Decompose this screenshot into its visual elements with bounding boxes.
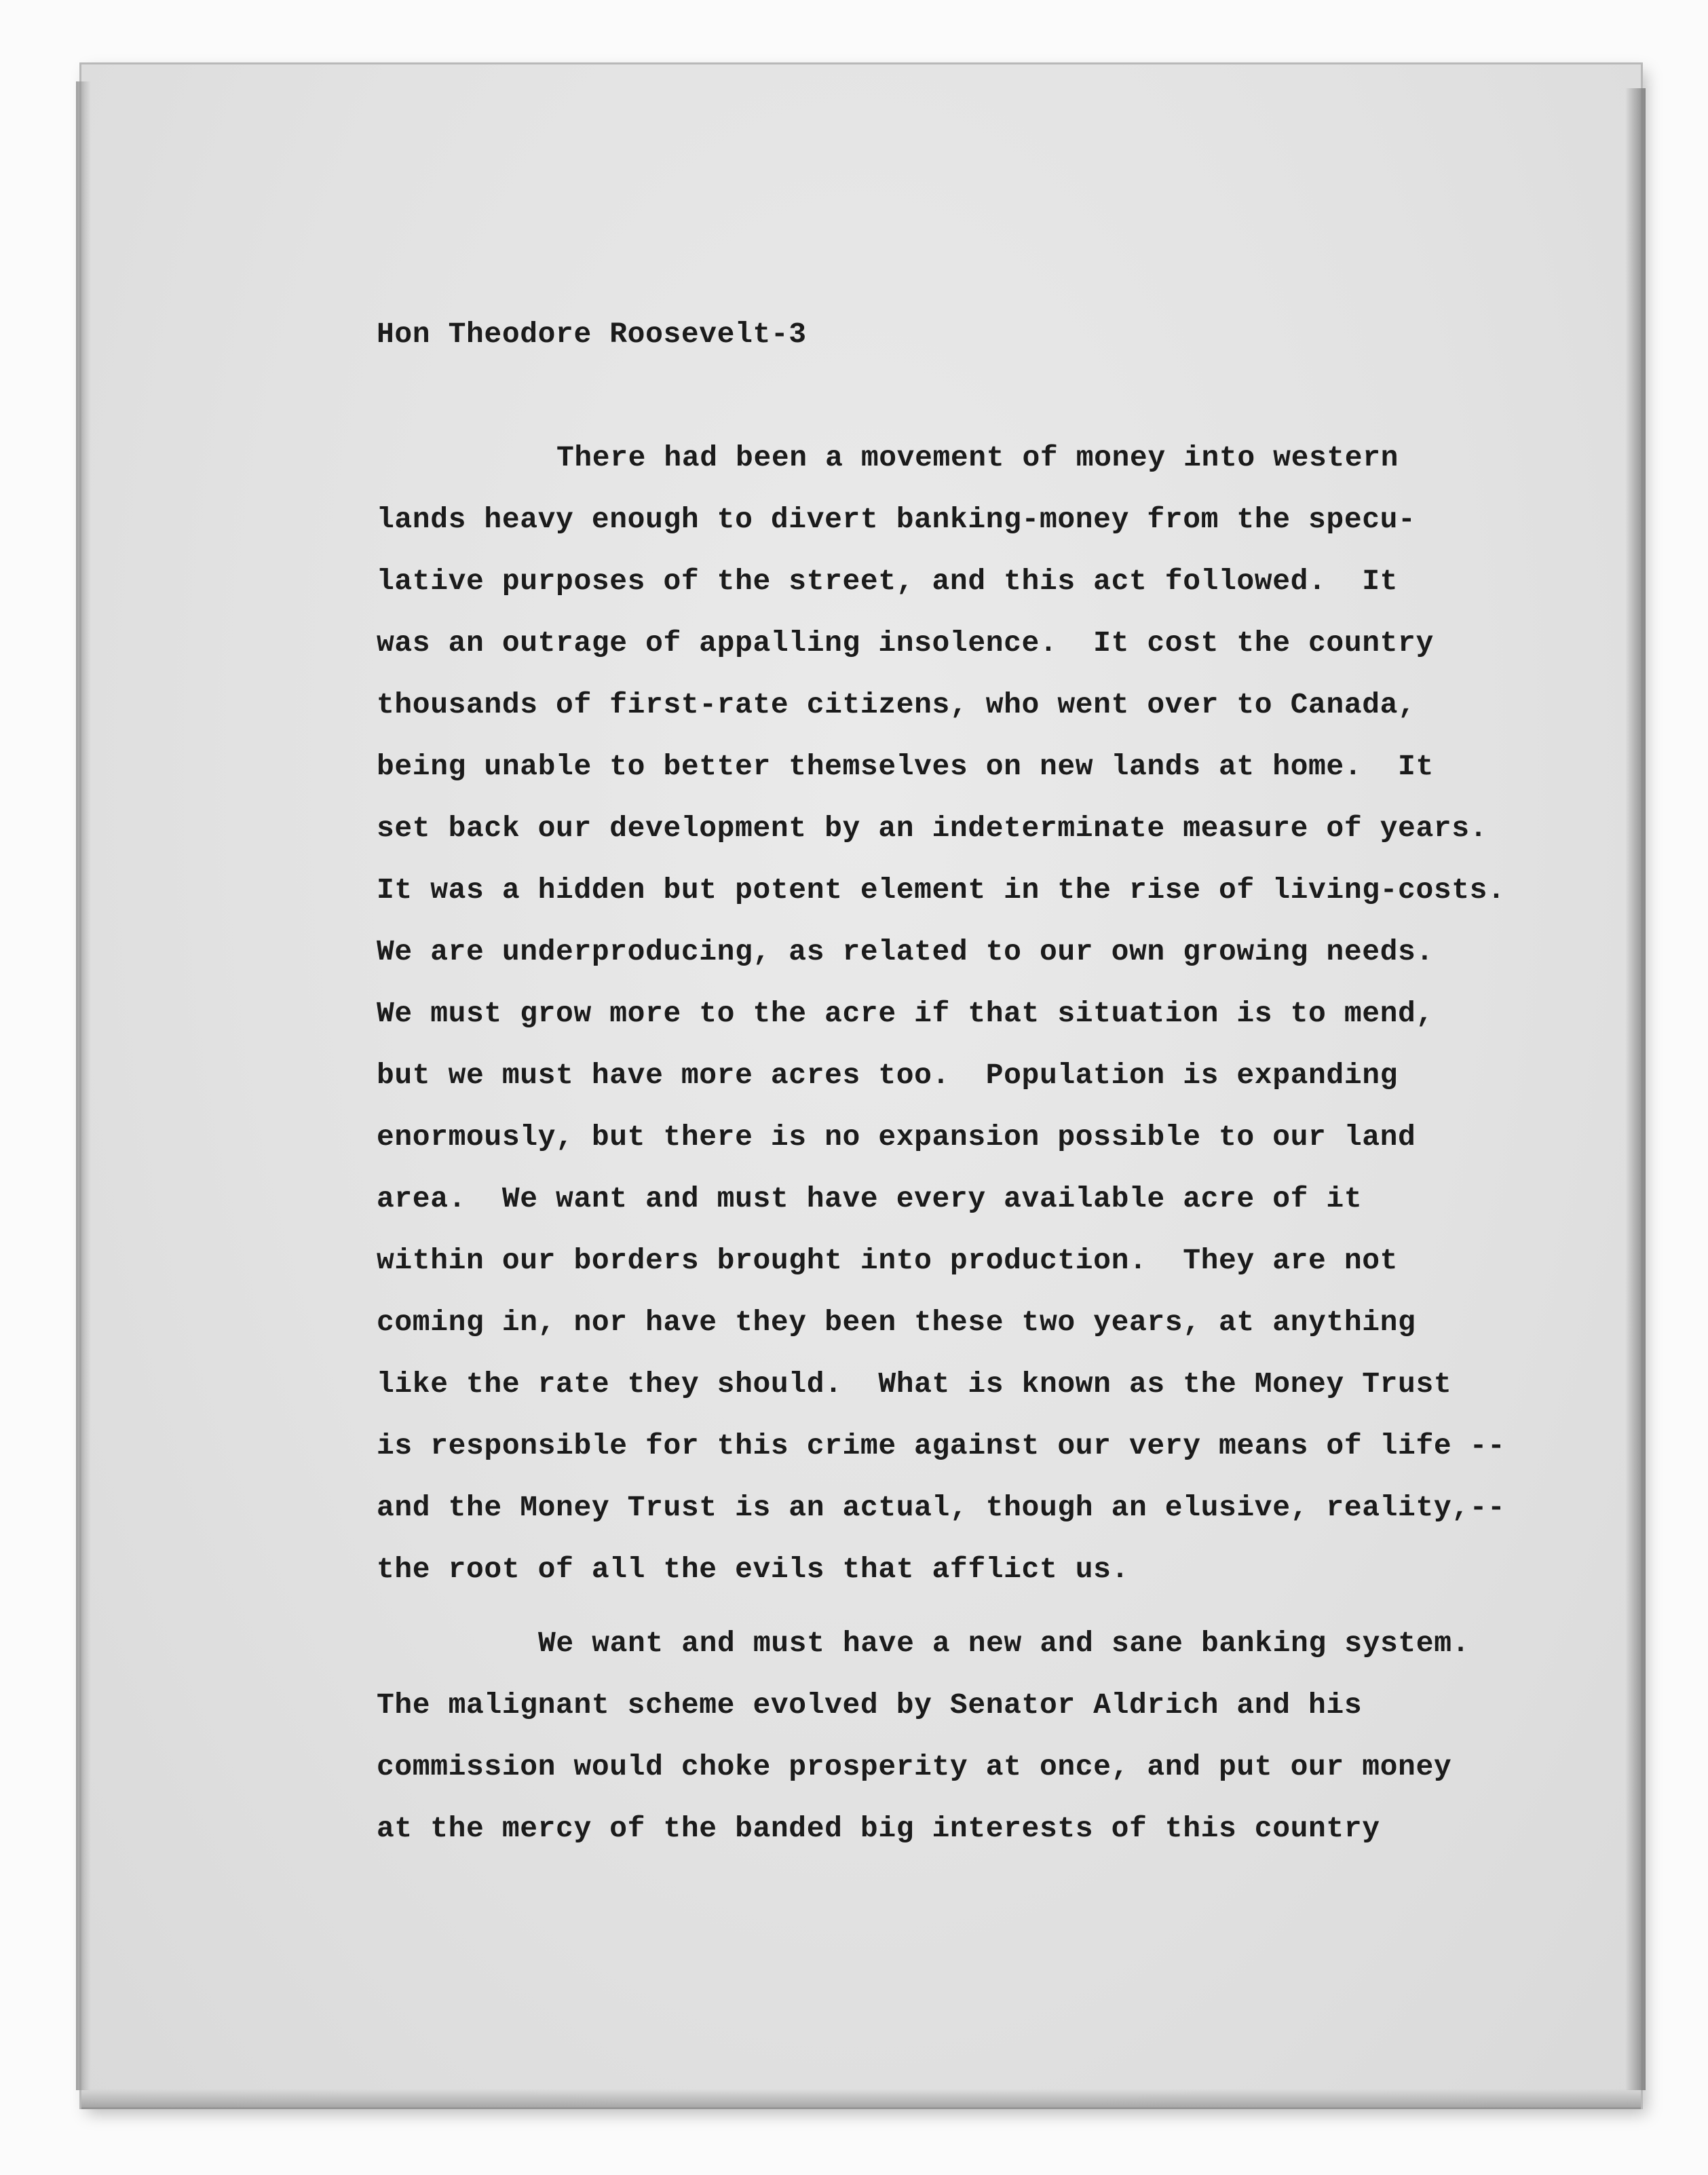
- page-left-edge: [76, 81, 91, 2090]
- paragraph-1-line-10: We must grow more to the acre if that situation is to mend,: [377, 997, 1434, 1030]
- paragraph-1-line-4: was an outrage of appalling insolence. It cost the country: [377, 626, 1434, 660]
- paragraph-1-line-13: area. We want and must have every available acre of it: [377, 1182, 1363, 1215]
- paragraph-1-line-11: but we must have more acres too. Population is expanding: [377, 1059, 1399, 1092]
- paragraph-1-line-7: set back our development by an indeterminate measure of years.: [377, 812, 1488, 845]
- paragraph-1-line-5: thousands of first-rate citizens, who went over to Canada,: [377, 688, 1416, 721]
- page-bottom-edge: [81, 2089, 1641, 2109]
- paragraph-1-line-15: coming in, nor have they been these two years, at anything: [377, 1306, 1416, 1339]
- paragraph-2-line-4: at the mercy of the banded big interests of this country: [377, 1812, 1380, 1845]
- paragraph-1-line-6: being unable to better themselves on new lands at home. It: [377, 750, 1434, 783]
- paragraph-1-line-16: like the rate they should. What is known as the Money Trust: [377, 1367, 1452, 1401]
- paragraph-1-line-9: We are underproducing, as related to our own growing needs.: [377, 935, 1434, 968]
- paragraph-1-line-2: lands heavy enough to divert banking-money from the specu-: [377, 503, 1416, 536]
- paragraph-1-line-3: lative purposes of the street, and this act followed. It: [377, 565, 1399, 598]
- page-right-edge: [1625, 88, 1646, 2090]
- paragraph-1-line-19: the root of all the evils that afflict us.: [377, 1553, 1129, 1586]
- paragraph-2-line-3: commission would choke prosperity at once, and put our money: [377, 1750, 1452, 1783]
- paragraph-1-line-12: enormously, but there is no expansion possible to our land: [377, 1120, 1416, 1154]
- paragraph-1-line-17: is responsible for this crime against our very means of life --: [377, 1429, 1506, 1462]
- paragraph-1-line-18: and the Money Trust is an actual, though an elusive, reality,--: [377, 1491, 1506, 1524]
- paragraph-1-line-1: There had been a movement of money into western: [556, 441, 1399, 474]
- paragraph-2-line-1: We want and must have a new and sane banking system.: [538, 1627, 1470, 1660]
- paragraph-1-line-14: within our borders brought into production. They are not: [377, 1244, 1399, 1277]
- page-heading: Hon Theodore Roosevelt-3: [377, 318, 807, 351]
- paragraph-1-line-8: It was a hidden but potent element in the rise of living-costs.: [377, 873, 1506, 907]
- paragraph-2-line-2: The malignant scheme evolved by Senator Aldrich and his: [377, 1688, 1363, 1722]
